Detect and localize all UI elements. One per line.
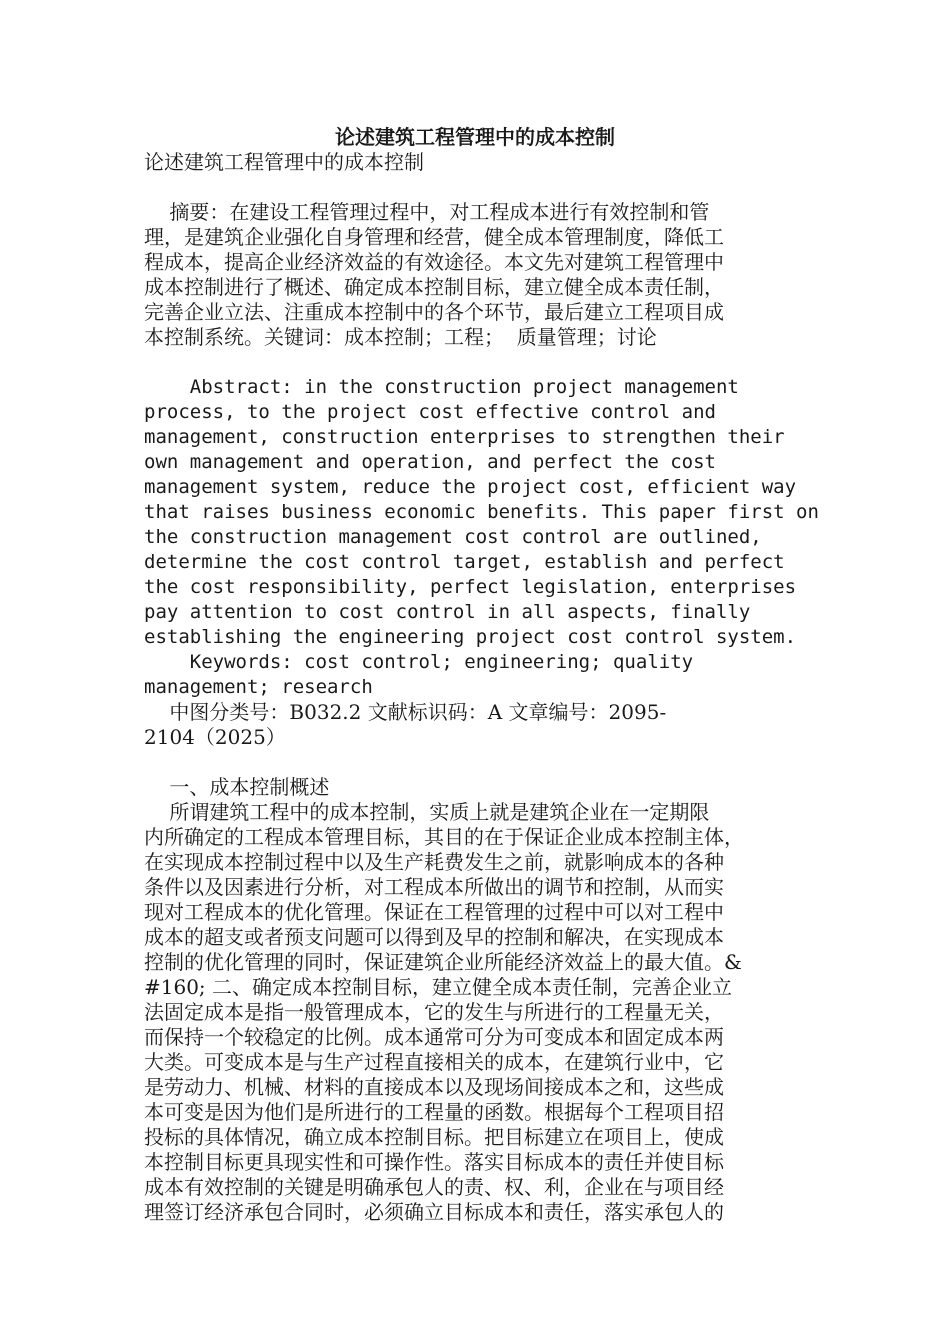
body-line: 内所确定的工程成本管理目标，其目的在于保证企业成本控制主体， (144, 825, 744, 849)
body-line: 条件以及因素进行分析，对工程成本所做出的调节和控制，从而实 (144, 875, 724, 899)
document-title: 论述建筑工程管理中的成本控制 (335, 125, 615, 149)
abstract-cn-line: 完善企业立法、注重成本控制中的各个环节，最后建立工程项目成 (144, 300, 724, 324)
body-line: 而保持一个较稳定的比例。成本通常可分为可变成本和固定成本两 (144, 1025, 724, 1049)
body-line: 成本的超支或者预支问题可以得到及早的控制和解决，在实现成本 (144, 925, 724, 949)
classification-line: 2104（2025） (144, 725, 286, 749)
body-line: 成本有效控制的关键是明确承包人的责、权、利，企业在与项目经 (144, 1175, 724, 1199)
abstract-en-line: own management and operation, and perfect the cost (144, 451, 716, 473)
body-line: 法固定成本是指一般管理成本，它的发生与所进行的工程量无关， (144, 1000, 724, 1024)
abstract-en-line: establishing the engineering project cost control system. (144, 626, 797, 648)
body-line: 投标的具体情况，确立成本控制目标。把目标建立在项目上，使成 (144, 1125, 724, 1149)
abstract-en-line: Abstract: in the construction project management (144, 376, 739, 398)
document-subtitle: 论述建筑工程管理中的成本控制 (144, 150, 424, 174)
abstract-cn-line: 理，是建筑企业强化自身管理和经营，健全成本管理制度，降低工 (144, 225, 724, 249)
abstract-cn-line: 本控制系统。关键词：成本控制；工程； 质量管理；讨论 (144, 325, 657, 349)
body-line: 本可变是因为他们是所进行的工程量的函数。根据每个工程项目招 (144, 1100, 724, 1124)
body-line: 现对工程成本的优化管理。保证在工程管理的过程中可以对工程中 (144, 900, 724, 924)
abstract-cn-line: 程成本，提高企业经济效益的有效途径。本文先对建筑工程管理中 (144, 250, 724, 274)
abstract-en-line: the construction management cost control are outlined, (144, 526, 762, 548)
abstract-en-line: management system, reduce the project cost, efficient way (144, 476, 797, 498)
abstract-cn-line: 成本控制进行了概述、确定成本控制目标，建立健全成本责任制， (144, 275, 724, 299)
body-line: 理签订经济承包合同时，必须确立目标成本和责任，落实承包人的 (144, 1200, 724, 1224)
body-line: 大类。可变成本是与生产过程直接相关的成本，在建筑行业中，它 (144, 1050, 724, 1074)
abstract-cn-line: 摘要：在建设工程管理过程中，对工程成本进行有效控制和管 (144, 200, 710, 224)
body-line: 在实现成本控制过程中以及生产耗费发生之前，就影响成本的各种 (144, 850, 724, 874)
abstract-en-line: process, to the project cost effective control and (144, 401, 716, 423)
abstract-en-line: pay attention to cost control in all aspects, finally (144, 601, 751, 623)
abstract-en-line: that raises business economic benefits. This paper first on (144, 501, 819, 523)
abstract-en-line: determine the cost control target, establish and perfect (144, 551, 785, 573)
classification-line: 中图分类号：B032.2 文献标识码：A 文章编号：2095- (144, 700, 667, 724)
keywords-en-line: management; research (144, 676, 373, 698)
body-line: 所谓建筑工程中的成本控制，实质上就是建筑企业在一定期限 (144, 800, 710, 824)
abstract-en-line: management, construction enterprises to strengthen their (144, 426, 785, 448)
section-heading: 一、成本控制概述 (144, 775, 330, 799)
body-line: #160; 二、确定成本控制目标，建立健全成本责任制，完善企业立 (144, 975, 733, 999)
body-line: 控制的优化管理的同时，保证建筑企业所能经济效益上的最大值。& (144, 950, 742, 974)
abstract-en-line: the cost responsibility, perfect legislation, enterprises (144, 576, 797, 598)
body-line: 是劳动力、机械、材料的直接成本以及现场间接成本之和，这些成 (144, 1075, 724, 1099)
body-line: 本控制目标更具现实性和可操作性。落实目标成本的责任并使目标 (144, 1150, 724, 1174)
keywords-en-line: Keywords: cost control; engineering; quality (144, 651, 694, 673)
